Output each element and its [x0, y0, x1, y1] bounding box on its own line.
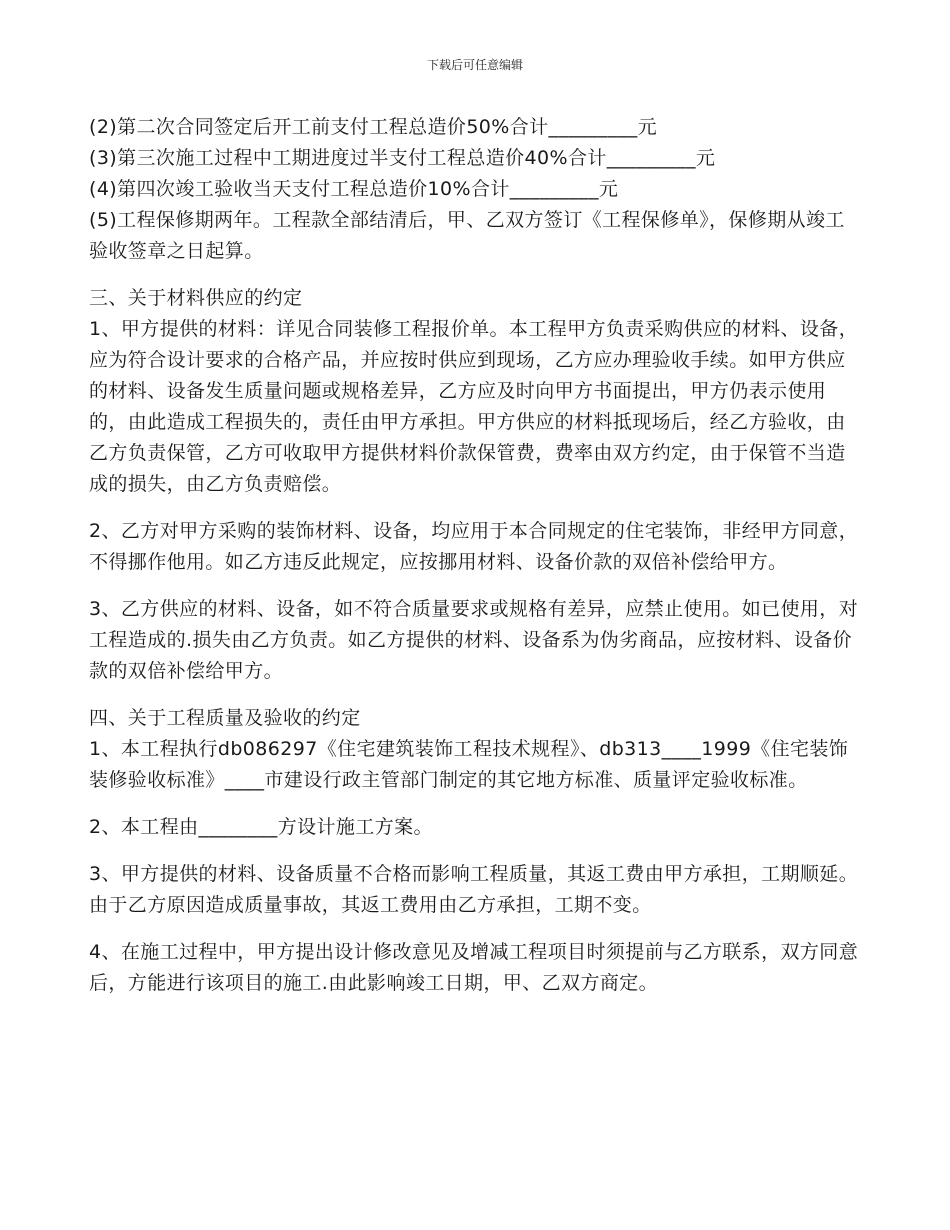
paragraph-payment-4: (4)第四次竣工验收当天支付工程总造价10%合计_________元	[89, 178, 619, 200]
paragraph-quality-2: 2、本工程由________方设计施工方案。	[89, 816, 433, 838]
document-body	[89, 112, 859, 999]
paragraph-payment-3: (3)第三次施工过程中工期进度过半支付工程总造价40%合计_________元	[89, 147, 716, 169]
paragraph-payment-2: (2)第二次合同签定后开工前支付工程总造价50%合计_________元	[89, 116, 658, 138]
paragraph-quality-3: 3、甲方提供的材料、设备质量不合格而影响工程质量，其返工费由甲方承担，工期顺延。由于乙方原因造成质量事故，其返工费用由乙方承担，工期不变。	[89, 863, 859, 916]
paragraph-warranty: (5)工程保修期两年。工程款全部结清后，甲、乙双方签订《工程保修单》，保修期从竣工验收签章之日起算。	[89, 209, 845, 262]
section-heading-quality: 四、关于工程质量及验收的约定	[89, 707, 361, 729]
paragraph-quality-4: 4、在施工过程中，甲方提出设计修改意见及增减工程项目时须提前与乙方联系，双方同意后，方能进行该项目的施工.由此影响竣工日期，甲、乙双方商定。	[89, 941, 859, 994]
paragraph-quality-1: 1、本工程执行db086297《住宅建筑装饰工程技术规程》、db313____1999《住宅装饰装修验收标准》____市建设行政主管部门制定的其它地方标准、质量评定验收标准。	[89, 738, 849, 791]
section-heading-materials: 三、关于材料供应的约定	[89, 287, 303, 309]
paragraph-materials-2: 2、乙方对甲方采购的装饰材料、设备，均应用于本合同规定的住宅装饰，非经甲方同意，不得挪作他用。如乙方违反此规定，应按挪用材料、设备价款的双倍补偿给甲方。	[89, 520, 859, 573]
page-header: 下载后可任意编辑	[426, 58, 523, 72]
paragraph-materials-1: 1、甲方提供的材料：详见合同装修工程报价单。本工程甲方负责采购供应的材料、设备，应为符合设计要求的合格产品，并应按时供应到现场，乙方应办理验收手续。如甲方供应的材料、设备发生质量问题或规格差异，乙方应及时向甲方书面提出，甲方仍表示使用的，由此造成工程损失的，责任由甲方承担。甲方供应的材料抵现场后，经乙方验收，由乙方负责保管，乙方可收取甲方提供材料价款保管费，费率由双方约定，由于保管不当造成的损失，由乙方负责赔偿。	[89, 318, 859, 495]
paragraph-materials-3: 3、乙方供应的材料、设备，如不符合质量要求或规格有差异，应禁止使用。如已使用，对工程造成的.损失由乙方负责。如乙方提供的材料、设备系为伪劣商品，应按材料、设备价款的双倍补偿给甲方。	[89, 598, 859, 682]
